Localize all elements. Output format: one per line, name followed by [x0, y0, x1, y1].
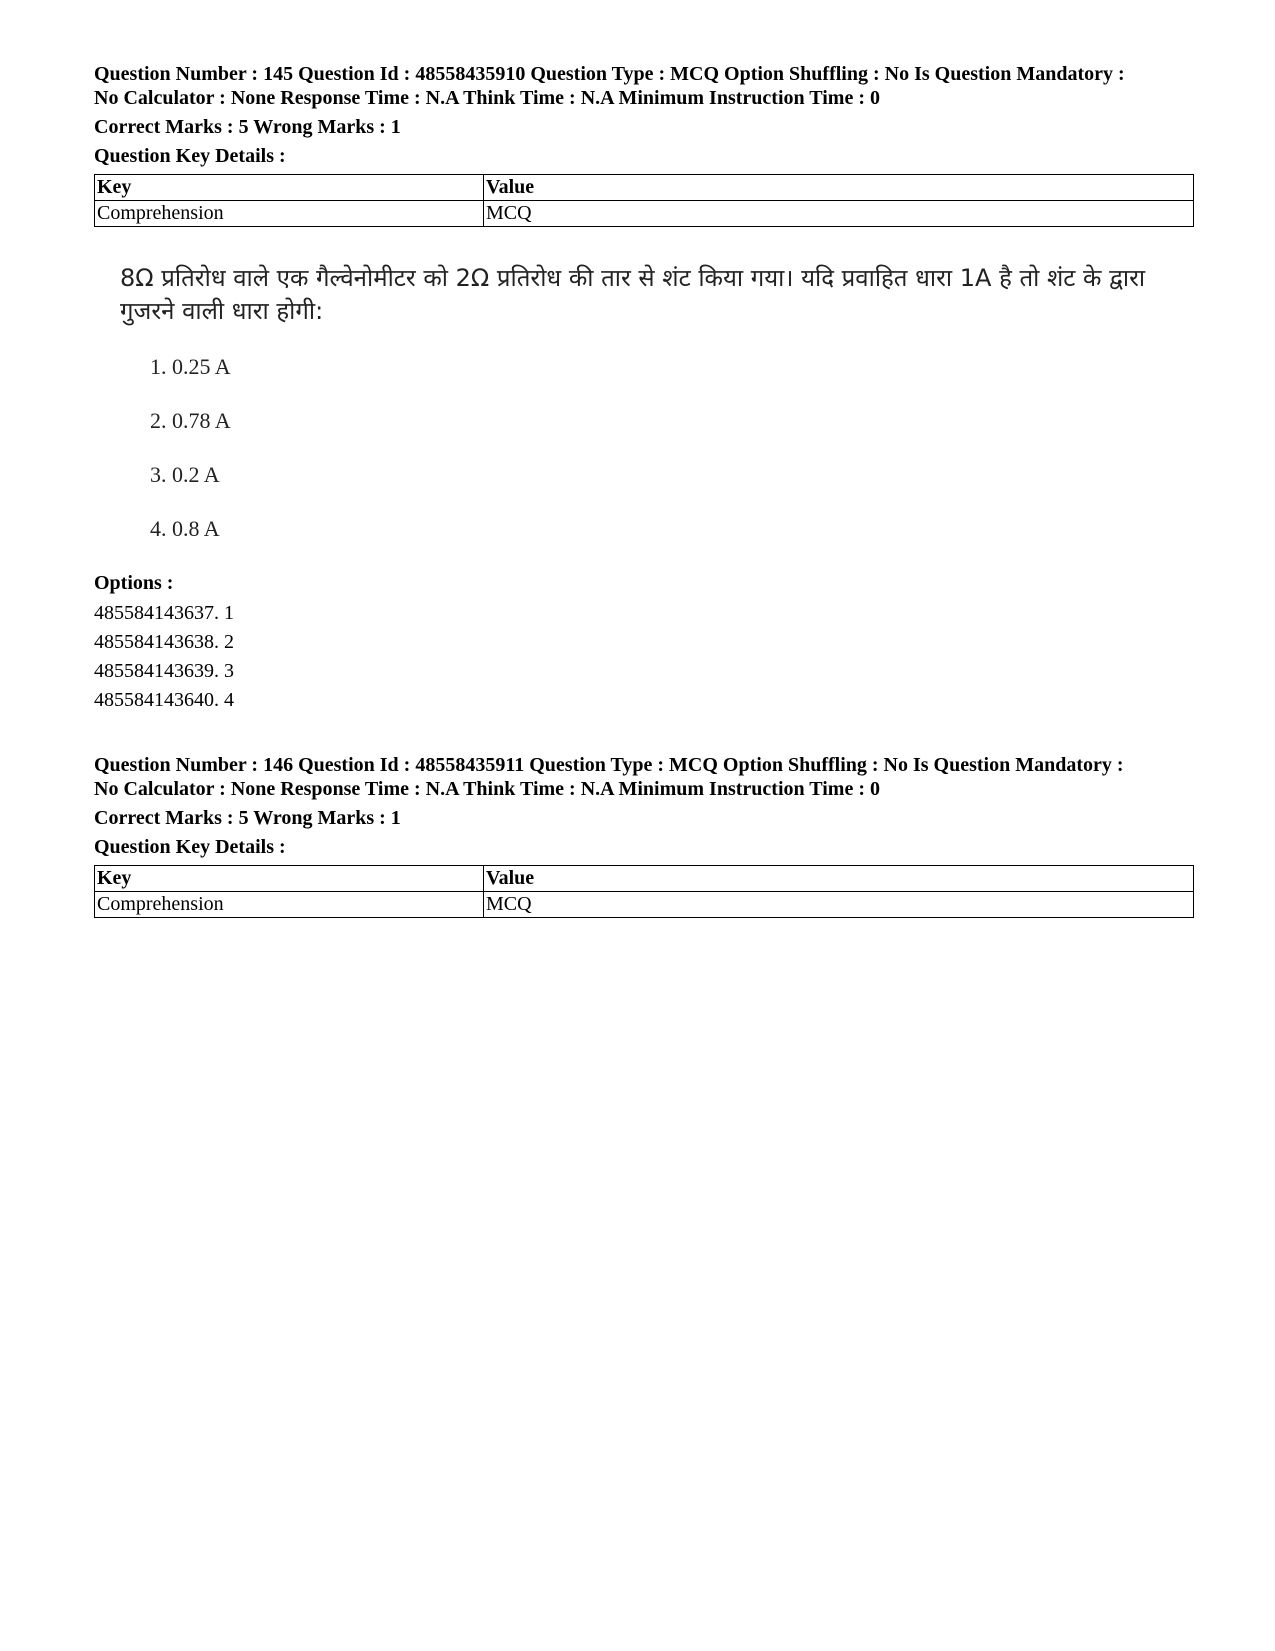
key-table-header-key: Key: [95, 866, 484, 892]
question-marks: Correct Marks : 5 Wrong Marks : 1: [94, 116, 401, 138]
question-text: 8Ω प्रतिरोध वाले एक गैल्वेनोमीटर को 2Ω प्रतिरोध की तार से शंट किया गया। यदि प्रवाहित धारा 1A है तो शंट के द्वारा गुजरने वाली धारा होगी:: [120, 264, 1146, 325]
key-table-header-row: [95, 866, 1194, 892]
question-meta-line-1: Question Number : 145 Question Id : 48558435910 Question Type : MCQ Option Shuffling : No Is Question Mandatory :: [94, 63, 1125, 85]
options-section: [94, 571, 1194, 715]
question-meta-line-2: No Calculator : None Response Time : N.A Think Time : N.A Minimum Instruction Time : 0: [94, 87, 880, 109]
key-table-row: [95, 201, 1194, 227]
question-meta-line-1: Question Number : 146 Question Id : 48558435911 Question Type : MCQ Option Shuffling : No Is Question Mandatory :: [94, 754, 1124, 776]
question-key-table: [94, 174, 1194, 227]
question-meta: [94, 62, 1194, 110]
question-145-header: [94, 62, 1194, 227]
key-table-header-value: Value: [484, 175, 1194, 201]
question-key-details-label: Question Key Details :: [94, 836, 286, 858]
question-choice-list: [150, 352, 231, 568]
question-marks: Correct Marks : 5 Wrong Marks : 1: [94, 807, 401, 829]
key-table-cell-key: Comprehension: [95, 892, 484, 918]
key-table-header-value: Value: [484, 866, 1194, 892]
option-id-line: 485584143639. 3: [94, 660, 234, 682]
question-meta-line-2: No Calculator : None Response Time : N.A Think Time : N.A Minimum Instruction Time : 0: [94, 778, 880, 800]
question-key-table: [94, 865, 1194, 918]
question-choice: 1. 0.25 A: [150, 354, 231, 379]
question-choice: 4. 0.8 A: [150, 516, 220, 541]
question-choice: 3. 0.2 A: [150, 462, 220, 487]
key-table-row: [95, 892, 1194, 918]
key-table-cell-value: MCQ: [484, 201, 1194, 227]
key-table-header-key: Key: [95, 175, 484, 201]
key-table-header-row: [95, 175, 1194, 201]
question-146-header: [94, 753, 1194, 918]
options-label: Options :: [94, 572, 174, 594]
option-id-line: 485584143638. 2: [94, 631, 234, 653]
question-key-details-label: Question Key Details :: [94, 145, 286, 167]
key-table-cell-value: MCQ: [484, 892, 1194, 918]
question-meta: [94, 753, 1194, 801]
question-choice: 2. 0.78 A: [150, 408, 231, 433]
option-id-line: 485584143640. 4: [94, 689, 234, 711]
key-table-cell-key: Comprehension: [95, 201, 484, 227]
option-id-line: 485584143637. 1: [94, 602, 234, 624]
